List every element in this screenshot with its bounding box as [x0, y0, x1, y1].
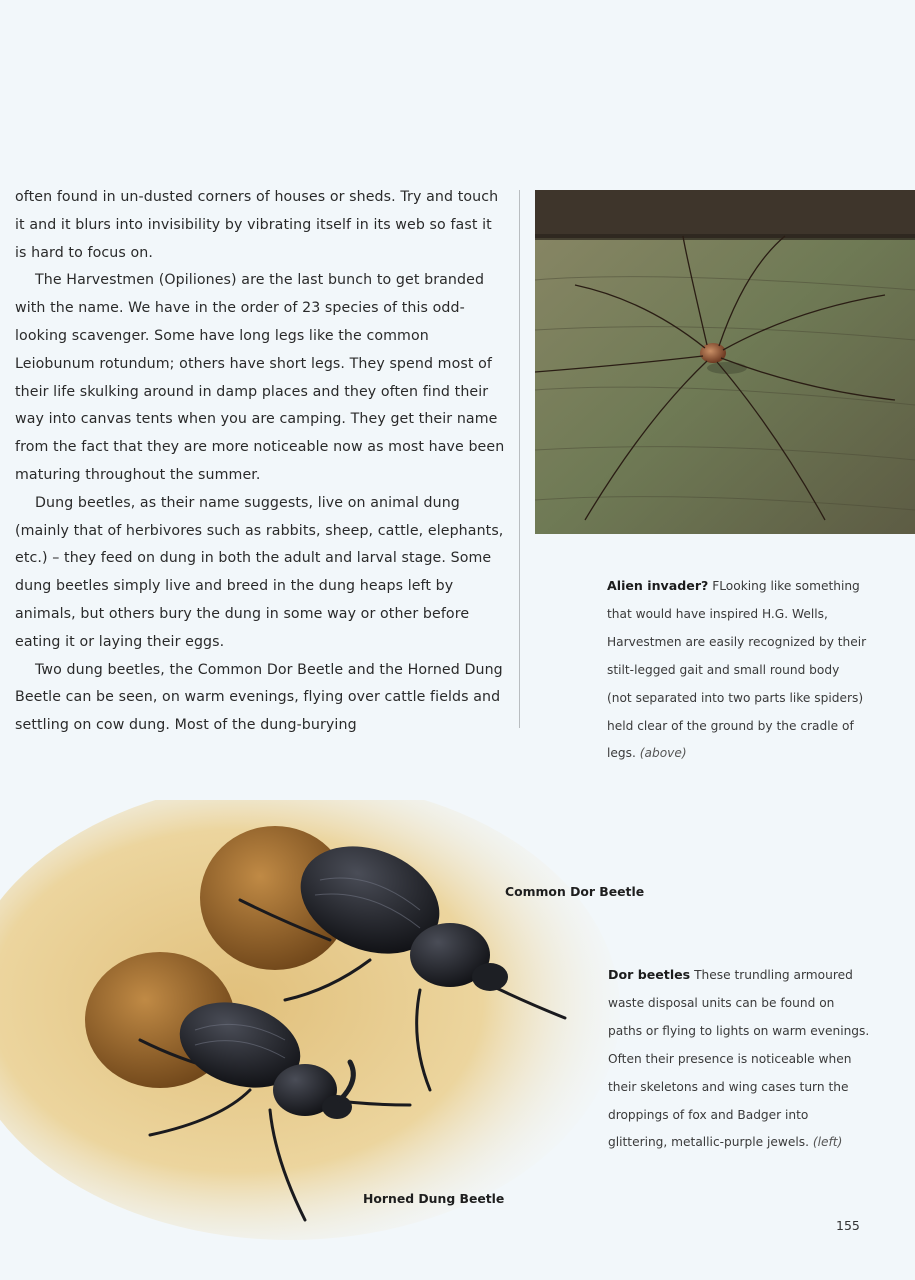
paragraph: often found in un-dusted corners of houses or sheds. Try and touch it and it blurs into invisibility by vibrating itself in its web so fast it is hard to focus on.	[15, 189, 499, 261]
paragraph: Dung beetles, as their name suggests, live on animal dung (mainly that of herbivores such as rabbits, sheep, cattle, elephants, etc.) – they feed on dung in both the adult and larval stage. Some dung beetles simply live and breed in the dung heaps left by animals, but others bury the dung in some way or other before eating it or laying their eggs.	[15, 494, 504, 650]
column-divider	[519, 190, 520, 728]
body-text-column	[15, 184, 507, 740]
caption-alien-invader	[607, 572, 867, 768]
label-horned-dung-beetle: Horned Dung Beetle	[363, 1191, 505, 1206]
label-common-dor-beetle: Common Dor Beetle	[505, 884, 645, 899]
dung-beetle-illustration	[0, 800, 640, 1240]
caption-ref: (above)	[639, 746, 687, 761]
caption-text: FLooking like something that would have inspired H.G. Wells, Harvestmen are easily recognized by their stilt-legged gait and small round body (not separated into two parts like spiders) held clear of the ground by the cradle of legs.	[607, 579, 867, 761]
harvestman-photo	[535, 190, 915, 534]
paragraph: Two dung beetles, the Common Dor Beetle and the Horned Dung Beetle can be seen, on warm evenings, flying over cattle fields and settling on cow dung. Most of the dung-burying	[15, 661, 503, 734]
caption-ref: (left)	[812, 1135, 843, 1150]
caption-text: These trundling armoured waste disposal units can be found on paths or flying to lights on warm evenings. Often their presence is noticeable when their skeletons and wing cases turn the droppings of fox and Badger into glittering, metallic-purple jewels.	[608, 968, 870, 1150]
paragraph: The Harvestmen (Opiliones) are the last bunch to get branded with the name. We have in the order of 23 species of this odd-looking scavenger. Some have long legs like the common Leiobunum rotundum; others have short legs. They spend most of their life skulking around in damp places and they often find their way into canvas tents when you are camping. They get their name from the fact that they are more noticeable now as most have been maturing throughout the summer.	[15, 272, 505, 483]
caption-title: Alien invader?	[607, 578, 709, 593]
page-number: 155	[836, 1218, 860, 1233]
caption-dor-beetles	[608, 961, 870, 1157]
caption-title: Dor beetles	[608, 967, 691, 982]
